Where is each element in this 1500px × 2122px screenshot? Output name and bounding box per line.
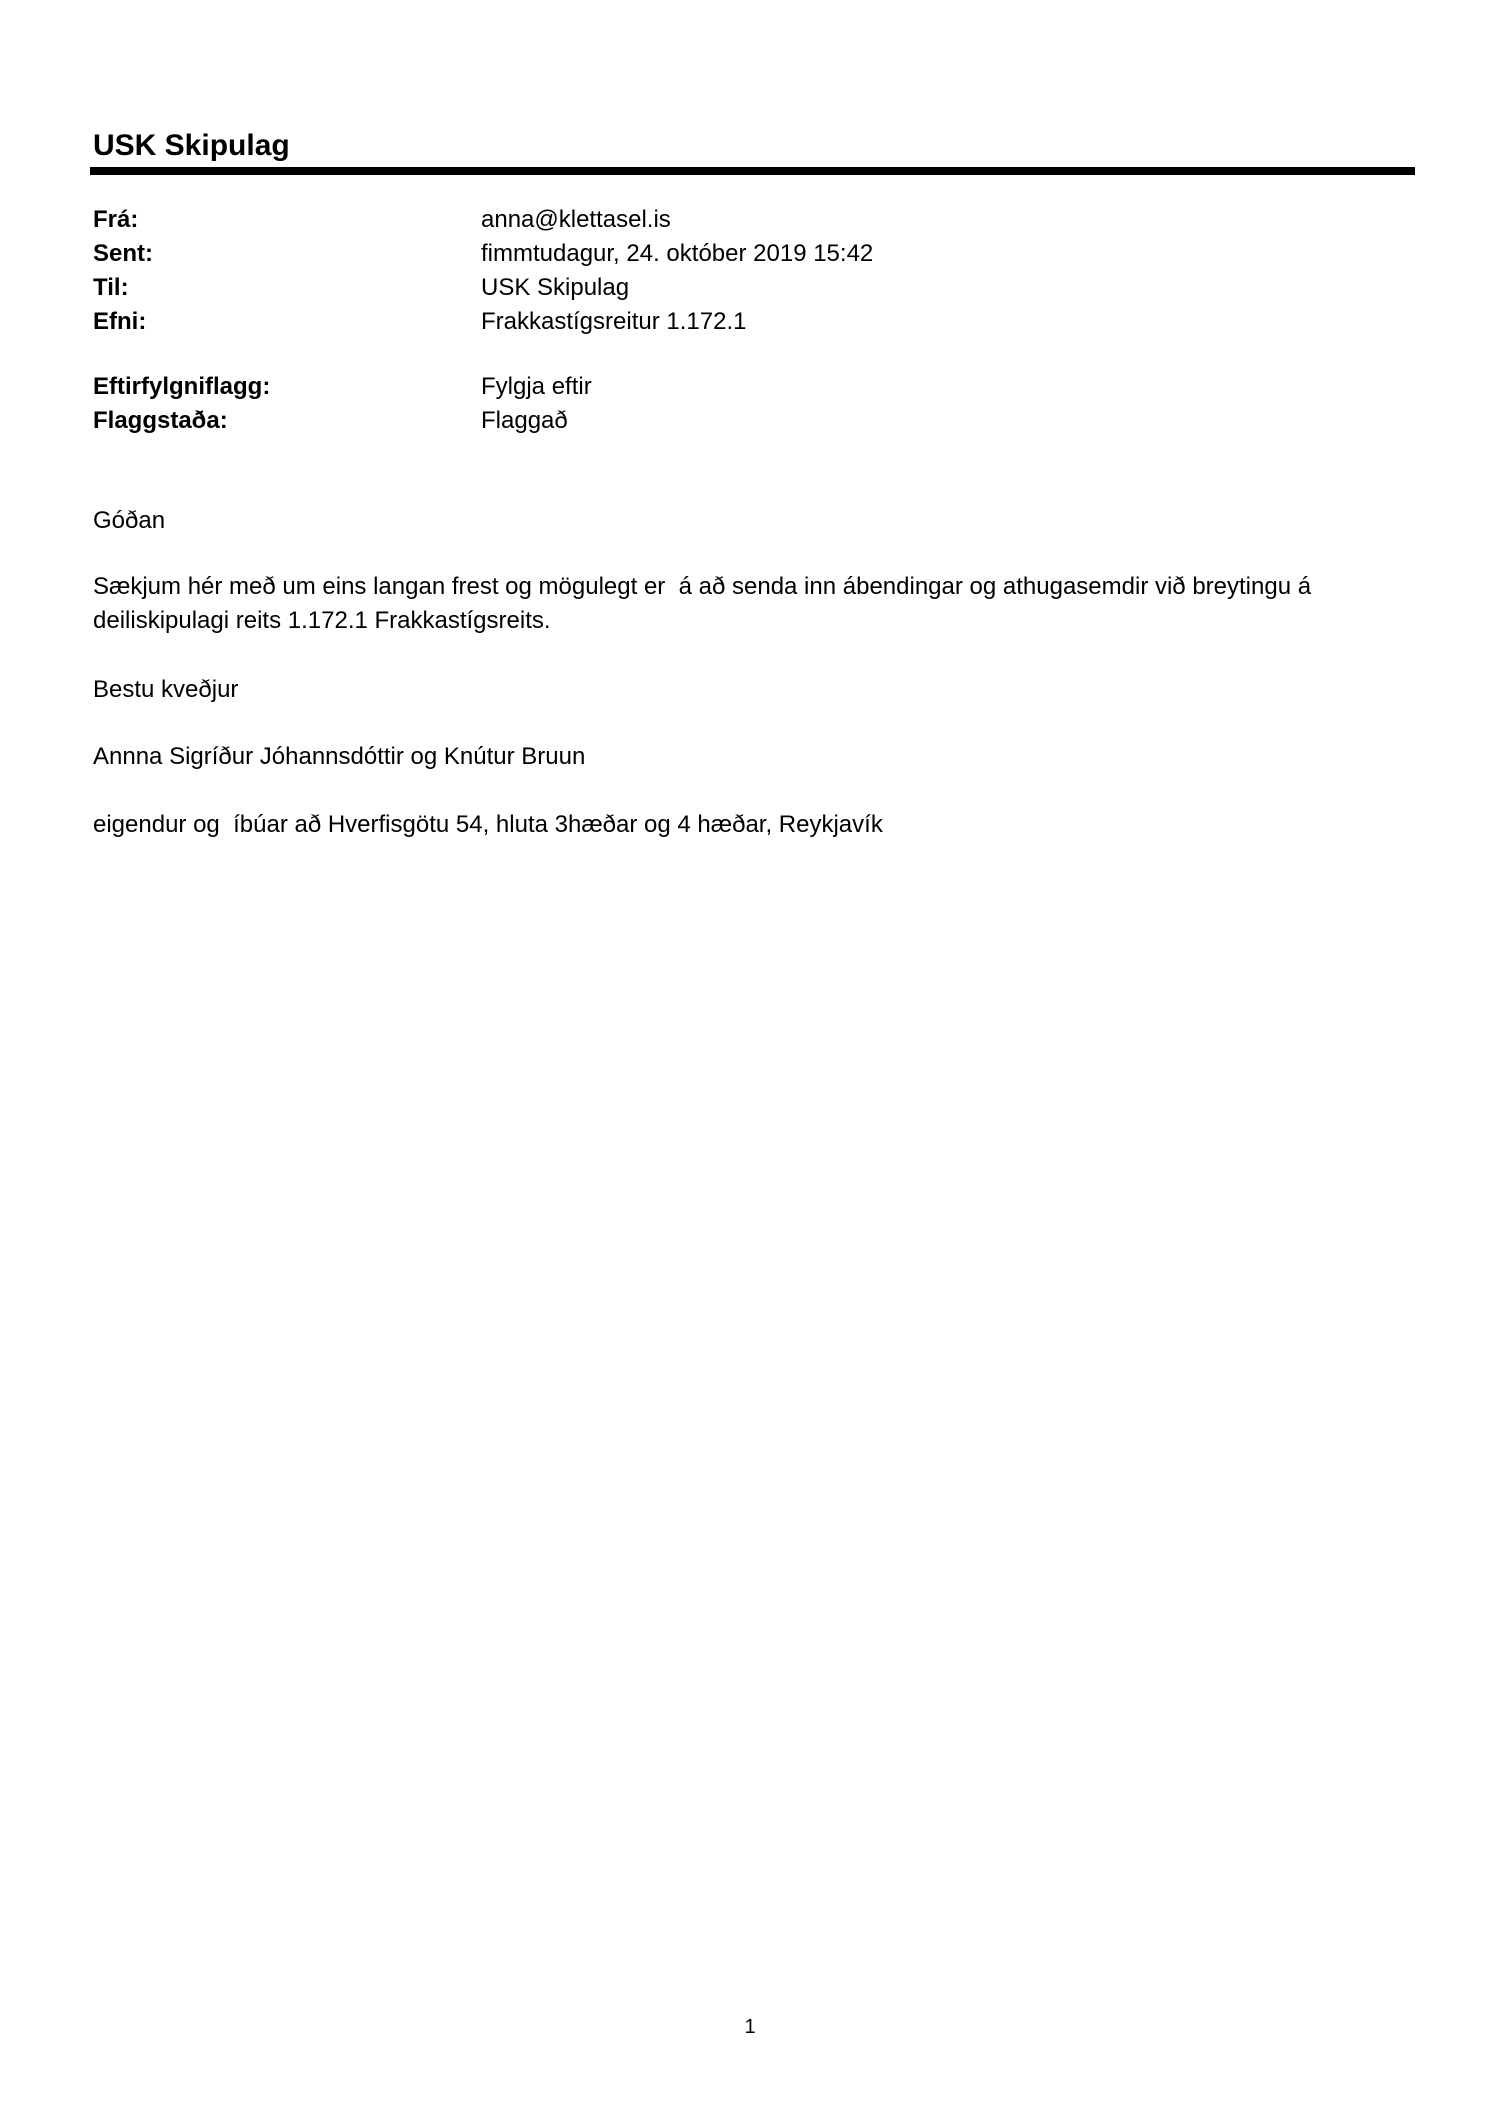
email-header-fields [93, 203, 1393, 339]
to-value: USK Skipulag [481, 274, 630, 301]
page-number: 1 [744, 2016, 756, 2038]
subject-row [93, 305, 1393, 339]
followup-label: Eftirfylgniflagg: [93, 373, 271, 400]
email-signoff: Bestu kveðjur [93, 676, 239, 703]
email-body-paragraph [93, 570, 1423, 638]
from-value: anna@klettasel.is [481, 206, 671, 233]
sent-value: fimmtudagur, 24. október 2019 15:42 [481, 240, 874, 267]
paragraph-line-2: deiliskipulagi reits 1.172.1 Frakkastígsreits. [93, 607, 551, 634]
subject-value: Frakkastígsreitur 1.172.1 [481, 308, 747, 335]
document-title: USK Skipulag [93, 129, 290, 162]
flag-status-row [93, 404, 1393, 438]
sent-label: Sent: [93, 240, 153, 267]
to-row [93, 271, 1393, 305]
followup-row [93, 370, 1393, 404]
sender-names: Annna Sigríður Jóhannsdóttir og Knútur Bruun [93, 743, 586, 770]
paragraph-line-1: Sækjum hér með um eins langan frest og mögulegt er á að senda inn ábendingar og athugasemdir við breytingu á [93, 573, 1312, 600]
email-greeting: Góðan [93, 507, 166, 534]
header-divider [90, 167, 1415, 175]
email-flag-fields [93, 370, 1393, 438]
subject-label: Efni: [93, 308, 147, 335]
from-label: Frá: [93, 206, 139, 233]
flag-status-value: Flaggað [481, 407, 568, 434]
followup-value: Fylgja eftir [481, 373, 592, 400]
flag-status-label: Flaggstaða: [93, 407, 228, 434]
sent-row [93, 237, 1393, 271]
from-row [93, 203, 1393, 237]
sender-address-line: eigendur og íbúar að Hverfisgötu 54, hluta 3hæðar og 4 hæðar, Reykjavík [93, 811, 883, 838]
to-label: Til: [93, 274, 129, 301]
